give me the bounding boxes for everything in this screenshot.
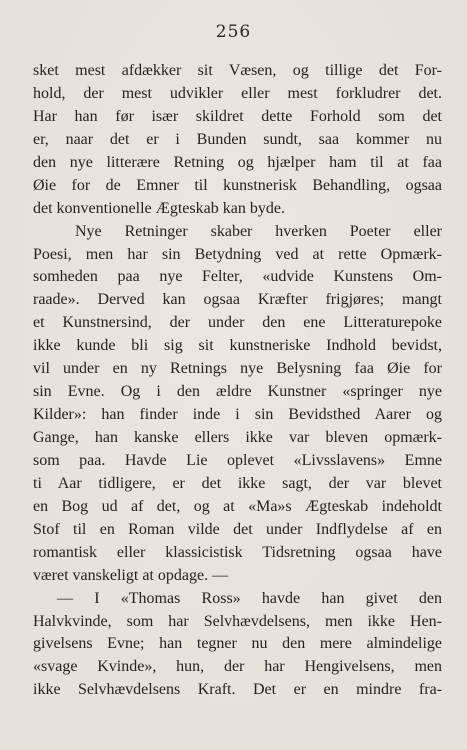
text-line: været vanskeligt at opdage. —	[33, 566, 229, 584]
text-line: Halvkvinde, som har Selvhævdelsens, men ikke Hen-	[33, 612, 442, 630]
text-line: den nye litterære Retning og hjælper ham til at faa	[33, 153, 442, 171]
text-line: Har han før især skildret dette Forhold som det	[33, 107, 442, 125]
text-line: Poesi, men har sin Betydning ved at rette Opmærk-	[33, 245, 442, 263]
text-line: Nye Retninger skaber hverken Poeter eller	[75, 222, 442, 240]
text-line: en Bog ud af det, og at «Ma»s Ægteskab indeholdt	[33, 497, 442, 515]
body-text	[33, 60, 442, 702]
text-line: Stof til en Roman vilde det under Indflydelse af en	[33, 520, 442, 538]
text-line: det konventionelle Ægteskab kan byde.	[33, 199, 285, 217]
text-line: hold, der mest udvikler eller mest forkludrer det.	[33, 84, 442, 102]
text-line: Kilder»: han finder inde i sin Bevidsthed Aarer og	[33, 406, 442, 424]
text-line: somheden paa nye Felter, «udvide Kunstens Om-	[33, 268, 442, 286]
text-line: givelsens Evne; han tegner nu den mere almindelige	[33, 635, 442, 653]
text-line: «svage Kvinde», hun, der har Hengivelsens, men	[33, 658, 442, 676]
text-line: ikke kunde bli sig sit kunstneriske Indhold bevidst,	[33, 337, 442, 355]
text-line: som paa. Havde Lie oplevet «Livsslavens» Emne	[33, 451, 442, 469]
text-line: sket mest afdækker sit Væsen, og tillige det For-	[33, 62, 442, 79]
text-line: romantisk eller klassicistisk Tidsretning ogsaa have	[33, 543, 442, 561]
text-line: er, naar det er i Bunden sundt, saa kommer nu	[33, 130, 442, 148]
text-line: Gange, han kanske ellers ikke var bleven opmærk-	[33, 429, 442, 446]
text-line: Øie for de Emner til kunstnerisk Behandling, ogsaa	[33, 176, 442, 194]
text-line: raade». Derved kan ogsaa Kræfter frigjøres; mangt	[33, 291, 442, 309]
text-line: ikke Selvhævdelsens Kraft. Det er en mindre fra-	[33, 681, 442, 699]
text-line: sin Evne. Og i den ældre Kunstner «springer nye	[33, 383, 442, 401]
text-line: vil under en ny Retnings nye Belysning faa Øie for	[33, 360, 442, 378]
text-line: ti Aar tidligere, er det ikke sagt, der var blevet	[33, 474, 442, 492]
text-line: et Kunstnersind, der under den ene Litteraturepoke	[33, 314, 442, 332]
page-number: 256	[215, 22, 252, 42]
text-line: — I «Thomas Ross» havde han givet den	[57, 589, 442, 607]
